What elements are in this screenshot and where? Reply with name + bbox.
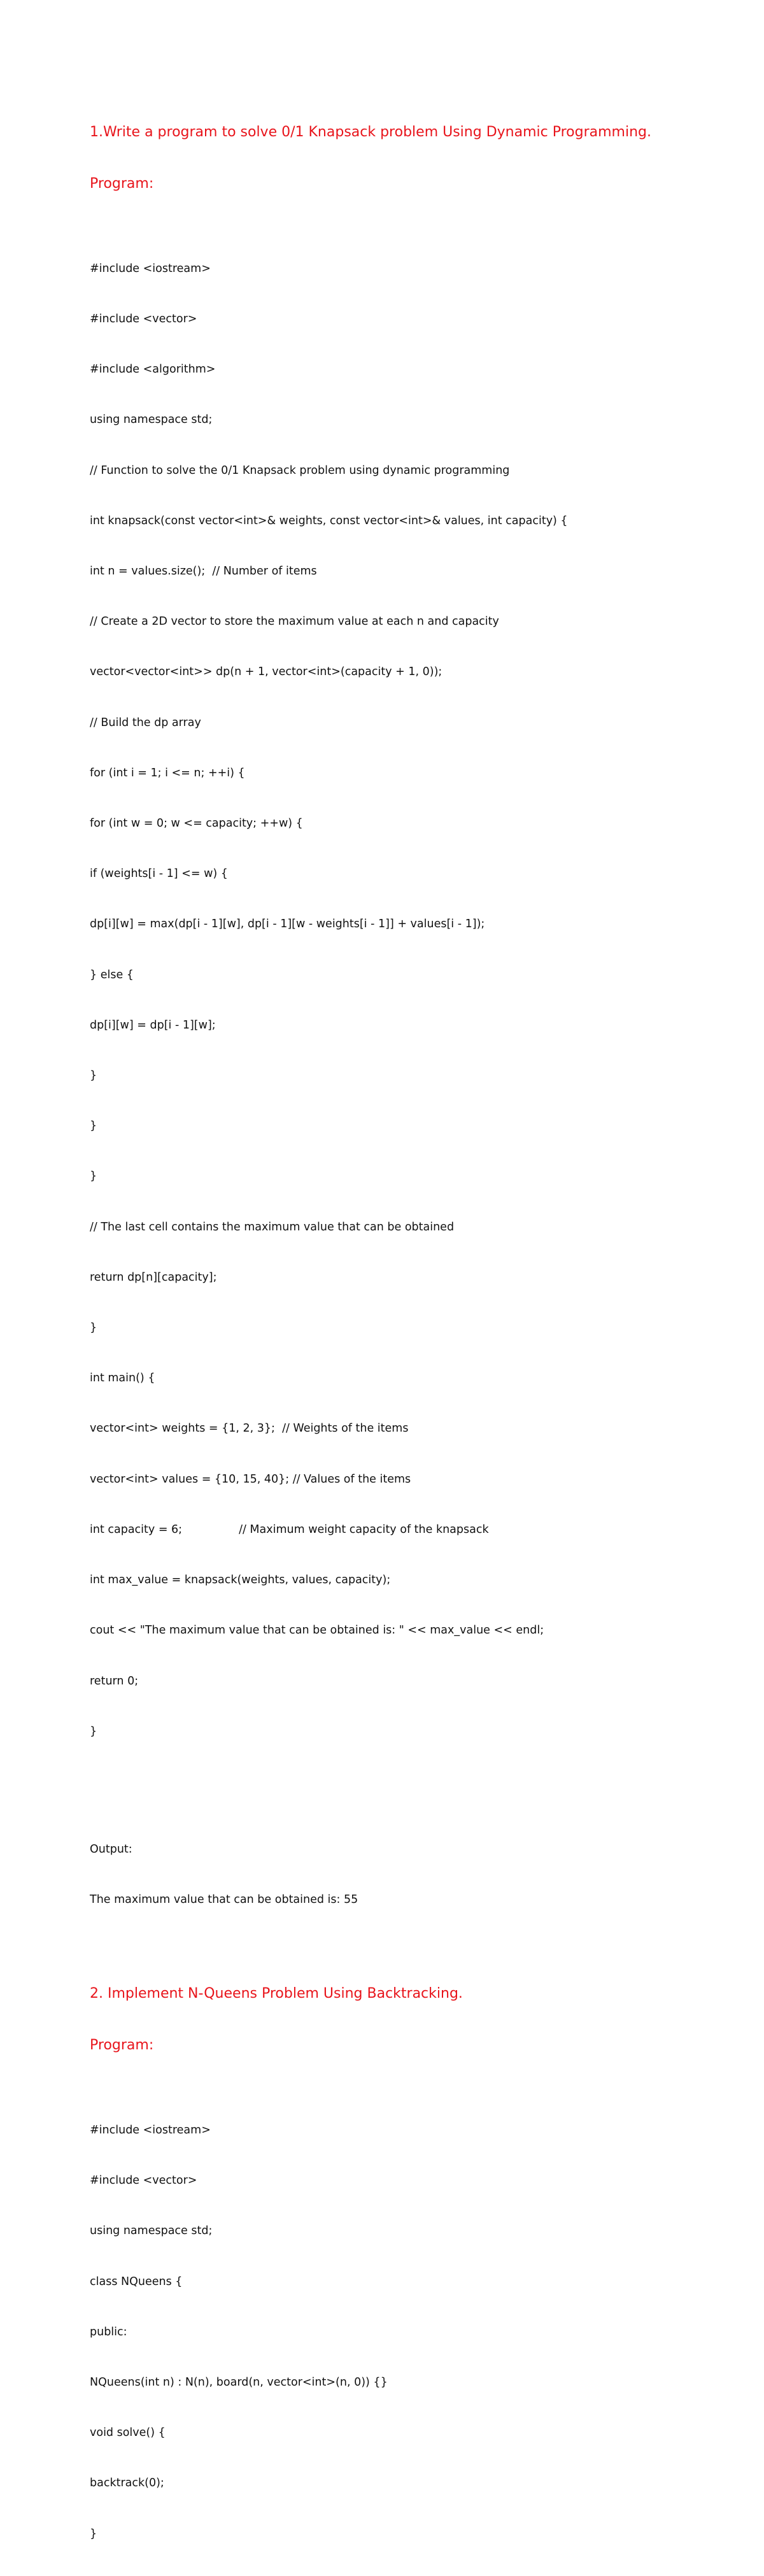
code-line: // Create a 2D vector to store the maximum value at each n and capacity (90, 615, 499, 629)
code-line: class NQueens { (90, 2275, 183, 2288)
section-1-output (90, 1807, 714, 1942)
output-label: Output: (90, 1842, 132, 1856)
output-text: The maximum value that can be obtained is: 55 (90, 1893, 358, 1906)
code-line: } (90, 2527, 97, 2540)
code-line: dp[i][w] = max(dp[i - 1][w], dp[i - 1][w - weights[i - 1]] + values[i - 1]); (90, 918, 485, 931)
code-line: } (90, 1170, 97, 1183)
code-line: for (int w = 0; w <= capacity; ++w) { (90, 817, 303, 830)
code-line: return 0; (90, 1674, 139, 1688)
section-1-title: 1.Write a program to solve 0/1 Knapsack problem Using Dynamic Programming. (90, 124, 651, 140)
code-line: vector<int> weights = {1, 2, 3}; // Weights of the items (90, 1422, 409, 1435)
section-2-program-label: Program: (90, 2037, 154, 2054)
code-line: backtrack(0); (90, 2477, 164, 2490)
code-line: // Build the dp array (90, 716, 201, 729)
code-line: using namespace std; (90, 413, 213, 427)
spacer (90, 1774, 714, 1807)
code-line: vector<int> values = {10, 15, 40}; // Values of the items (90, 1472, 411, 1486)
code-line: int max_value = knapsack(weights, values, capacity); (90, 1574, 391, 1587)
section-1-heading (90, 89, 714, 227)
code-line: dp[i][w] = dp[i - 1][w]; (90, 1018, 216, 1032)
code-line: #include <algorithm> (90, 363, 216, 376)
code-line: // The last cell contains the maximum value that can be obtained (90, 1220, 455, 1234)
section-1-code (90, 227, 714, 1774)
spacer (90, 1942, 714, 1951)
code-line: void solve() { (90, 2426, 166, 2440)
code-line: NQueens(int n) : N(n), board(n, vector<int>(n, 0)) {} (90, 2375, 388, 2389)
code-line: int knapsack(const vector<int>& weights, const vector<int>& values, int capacity) { (90, 514, 568, 527)
code-line: } (90, 1321, 97, 1335)
code-line: // Function to solve the 0/1 Knapsack problem using dynamic programming (90, 464, 510, 477)
code-line: cout << "The maximum value that can be obtained is: " << max_value << endl; (90, 1624, 544, 1637)
code-line: #include <iostream> (90, 2123, 211, 2137)
code-line: #include <vector> (90, 313, 197, 326)
code-line: for (int i = 1; i <= n; ++i) { (90, 766, 245, 779)
code-line: int main() { (90, 1372, 155, 1385)
code-line: #include <vector> (90, 2174, 197, 2188)
code-line: return dp[n][capacity]; (90, 1270, 217, 1284)
code-line: } else { (90, 968, 134, 981)
document-content (90, 89, 714, 2576)
code-line: vector<vector<int>> dp(n + 1, vector<int>(capacity + 1, 0)); (90, 665, 442, 679)
section-2-title: 2. Implement N-Queens Problem Using Backtracking. (90, 1986, 463, 2002)
section-2-heading (90, 1951, 714, 2088)
code-line: } (90, 1725, 97, 1738)
section-1-program-label: Program: (90, 176, 154, 192)
code-line: } (90, 1120, 97, 1133)
code-line: using namespace std; (90, 2224, 213, 2238)
section-2-code (90, 2088, 714, 2576)
code-line: } (90, 1069, 97, 1083)
code-line: int capacity = 6; // Maximum weight capacity of the knapsack (90, 1523, 489, 1536)
code-line: int n = values.size(); // Number of items (90, 565, 317, 578)
code-line: #include <iostream> (90, 262, 211, 275)
code-line: if (weights[i - 1] <= w) { (90, 867, 228, 881)
code-line: public: (90, 2325, 127, 2338)
